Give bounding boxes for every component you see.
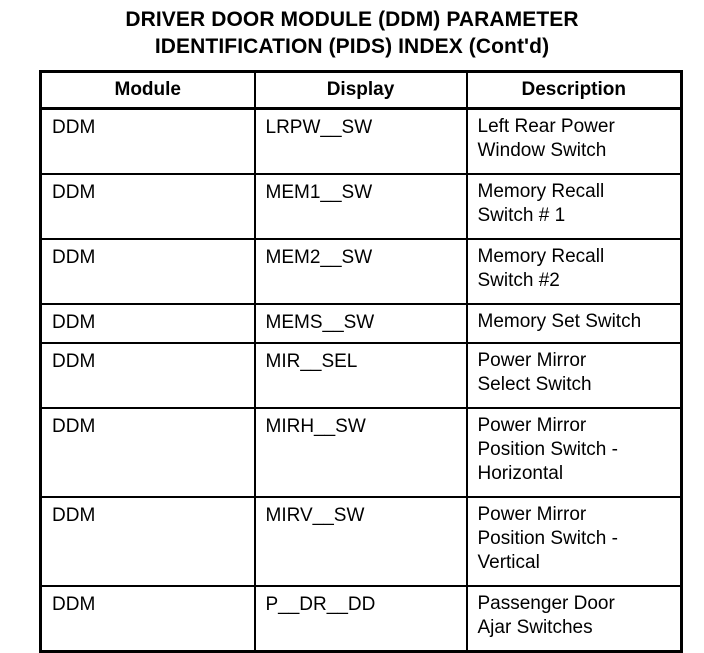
description-line: Position Switch - [477, 528, 618, 549]
pids-index-table [39, 70, 683, 653]
module-cell: DDM [41, 343, 255, 408]
description-line: Passenger Door [477, 593, 615, 614]
display-cell: MEM1__SW [255, 174, 467, 239]
display-cell: MIRH__SW [255, 408, 467, 497]
description-line: Left Rear Power [477, 116, 615, 137]
description-line: Vertical [477, 552, 540, 573]
description-cell [467, 239, 682, 304]
module-cell: DDM [41, 304, 255, 343]
module-cell: DDM [41, 497, 255, 586]
display-cell: MIR__SEL [255, 343, 467, 408]
description-line: Ajar Switches [477, 617, 593, 638]
module-cell: DDM [41, 239, 255, 304]
page-title [0, 6, 704, 60]
description-cell [467, 174, 682, 239]
description-line: Select Switch [477, 374, 592, 395]
description-line: Horizontal [477, 463, 564, 484]
description-line: Window Switch [477, 140, 607, 161]
description-line: Power Mirror [477, 350, 587, 371]
table-row [41, 174, 682, 239]
description-cell [467, 343, 682, 408]
display-cell: P__DR__DD [255, 586, 467, 652]
description-cell [467, 497, 682, 586]
display-cell: MIRV__SW [255, 497, 467, 586]
description-line: Switch #2 [477, 270, 560, 291]
column-header-display: Display [255, 72, 467, 109]
table-row [41, 343, 682, 408]
module-cell: DDM [41, 109, 255, 175]
description-cell [467, 586, 682, 652]
table-row [41, 497, 682, 586]
module-cell: DDM [41, 586, 255, 652]
description-line: Memory Set Switch [477, 311, 642, 332]
description-cell [467, 304, 682, 343]
description-cell [467, 109, 682, 175]
module-cell: DDM [41, 408, 255, 497]
column-header-description: Description [467, 72, 682, 109]
page-title-line-1: DRIVER DOOR MODULE (DDM) PARAMETER [125, 8, 579, 31]
description-line: Memory Recall [477, 246, 605, 267]
table-row [41, 109, 682, 175]
description-line: Power Mirror [477, 415, 587, 436]
description-line: Power Mirror [477, 504, 587, 525]
description-line: Position Switch - [477, 439, 618, 460]
column-header-module: Module [41, 72, 255, 109]
table-row [41, 408, 682, 497]
description-cell [467, 408, 682, 497]
table-row [41, 586, 682, 652]
table-header-row [41, 72, 682, 109]
table-row [41, 239, 682, 304]
description-line: Memory Recall [477, 181, 605, 202]
display-cell: MEMS__SW [255, 304, 467, 343]
module-cell: DDM [41, 174, 255, 239]
display-cell: MEM2__SW [255, 239, 467, 304]
display-cell: LRPW__SW [255, 109, 467, 175]
table-row [41, 304, 682, 343]
description-line: Switch # 1 [477, 205, 566, 226]
page-title-line-2: IDENTIFICATION (PIDS) INDEX (Cont'd) [154, 35, 550, 58]
